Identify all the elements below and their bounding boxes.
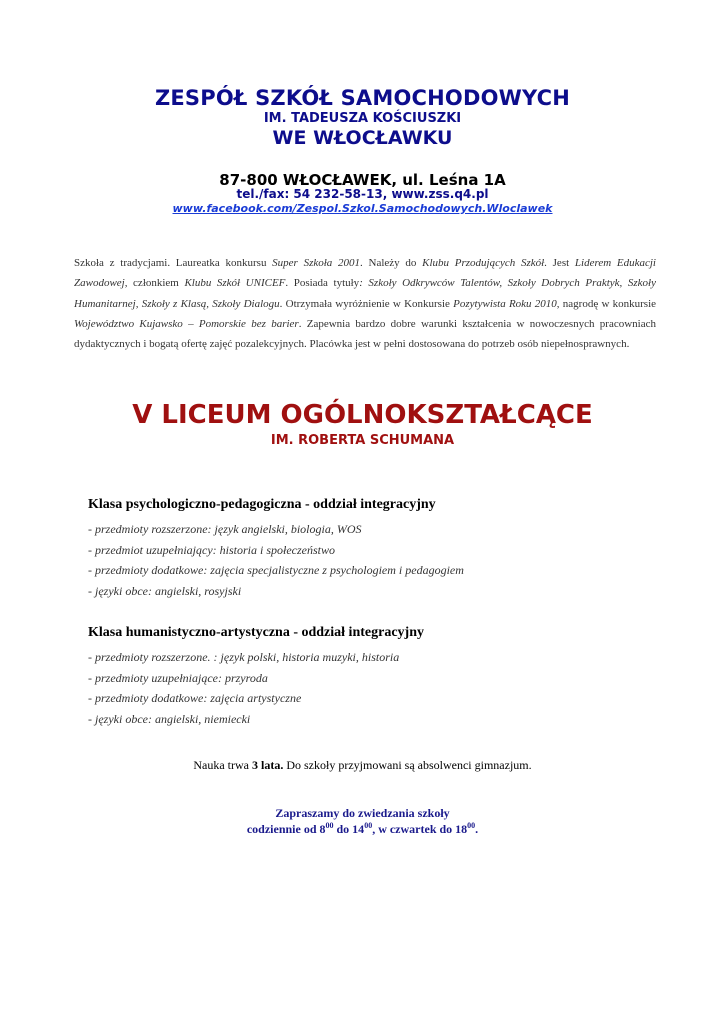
intro-club: Klubu Przodujących Szkół bbox=[422, 257, 545, 269]
intro-unicef: Klubu Szkół UNICEF bbox=[184, 277, 286, 290]
hours-minutes: 00 bbox=[325, 821, 334, 830]
opening-hours bbox=[0, 822, 725, 837]
hours-text: , w czwartek do 18 bbox=[372, 822, 468, 836]
school-patron: IM. TADEUSZA KOŚCIUSZKI bbox=[263, 111, 462, 126]
hours-text: do 14 bbox=[333, 822, 365, 836]
hours-text: . bbox=[475, 822, 479, 836]
class-detail: - przedmioty rozszerzone. : język polski, historia muzyki, historia bbox=[88, 650, 400, 664]
school-address: 87-800 WŁOCŁAWEK, ul. Leśna 1A bbox=[219, 171, 506, 189]
class-detail: - przedmioty dodatkowe: zajęcia specjalistyczne z psychologiem i pedagogiem bbox=[88, 563, 464, 577]
school-name: ZESPÓŁ SZKÓŁ SAMOCHODOWYCH bbox=[154, 86, 571, 110]
intro-text: , nagrodę w konkursie bbox=[556, 297, 657, 310]
school-city: WE WŁOCŁAWKU bbox=[272, 127, 453, 149]
intro-leader: Liderem Edukacji Zawodowej, bbox=[74, 257, 656, 290]
lo-patron: IM. ROBERTA SCHUMANA bbox=[270, 433, 455, 448]
intro-award: Super Szkoła 2001 bbox=[272, 257, 361, 269]
intro-text: . Należy do bbox=[360, 257, 423, 269]
intro-text: Szkoła z tradycjami. Laureatka konkursu bbox=[74, 257, 273, 269]
school-contact: tel./fax: 54 232-58-13, www.zss.q4.pl bbox=[236, 187, 489, 201]
class-detail: - języki obce: angielski, rosyjski bbox=[88, 583, 242, 598]
class-detail: - przedmioty rozszerzone: język angielski, biologia, WOS bbox=[88, 522, 362, 536]
intro-text: . Otrzymała wyróżnienie w Konkursie bbox=[279, 297, 454, 310]
class-block bbox=[88, 497, 648, 601]
intro-positivist: Pozytywista Roku 2010 bbox=[453, 297, 557, 310]
class-detail: - języki obce: angielski, niemiecki bbox=[88, 711, 251, 726]
intro-paragraph bbox=[74, 253, 656, 354]
duration-years: 3 lata. bbox=[252, 758, 284, 772]
class-title: Klasa psychologiczno-pedagogiczna - oddział integracyjny bbox=[88, 497, 436, 512]
facebook-link[interactable]: www.facebook.com/Zespol.Szkol.Samochodowych.Wloclawek bbox=[172, 202, 553, 215]
duration-text: Nauka trwa bbox=[193, 758, 252, 772]
duration-text: Do szkoły przyjmowani są absolwenci gimnazjum. bbox=[283, 758, 532, 772]
lo-title: V LICEUM OGÓLNOKSZTAŁCĄCE bbox=[132, 400, 593, 430]
class-title: Klasa humanistyczno-artystyczna - oddział integracyjny bbox=[88, 625, 424, 640]
hours-minutes: 00 bbox=[467, 821, 476, 830]
invitation-line: Zapraszamy do zwiedzania szkoły bbox=[275, 806, 450, 820]
intro-text: . Zapewnia bardzo dobre warunki kształcenia w nowoczesnych pracowniach dydaktycznych i bogatą ofertę zajęć pozalekcyjnych. Placówka jest w pełni dostosowana do potrzeb osób niepełnosprawnych. bbox=[74, 317, 656, 351]
hours-minutes: 00 bbox=[364, 821, 373, 830]
intro-region: Województwo Kujawsko – Pomorskie bez barier bbox=[74, 317, 299, 330]
intro-text: . Posiada tytuły bbox=[285, 277, 360, 290]
class-detail: - przedmioty uzupełniające: przyroda bbox=[88, 670, 268, 685]
class-detail: - przedmioty dodatkowe: zajęcia artystyczne bbox=[88, 691, 302, 705]
class-block bbox=[88, 625, 648, 729]
intro-text: członkiem bbox=[127, 277, 185, 290]
hours-text: codziennie od 8 bbox=[246, 822, 326, 836]
intro-text: . Jest bbox=[544, 257, 575, 269]
intro-titles: : Szkoły Odkrywców Talentów, Szkoły Dobrych Praktyk, Szkoły Humanitarnej, Szkoły z Klasą, Szkoły Dialogu bbox=[74, 277, 656, 310]
study-duration bbox=[0, 758, 725, 773]
class-detail: - przedmiot uzupełniający: historia i społeczeństwo bbox=[88, 542, 335, 557]
